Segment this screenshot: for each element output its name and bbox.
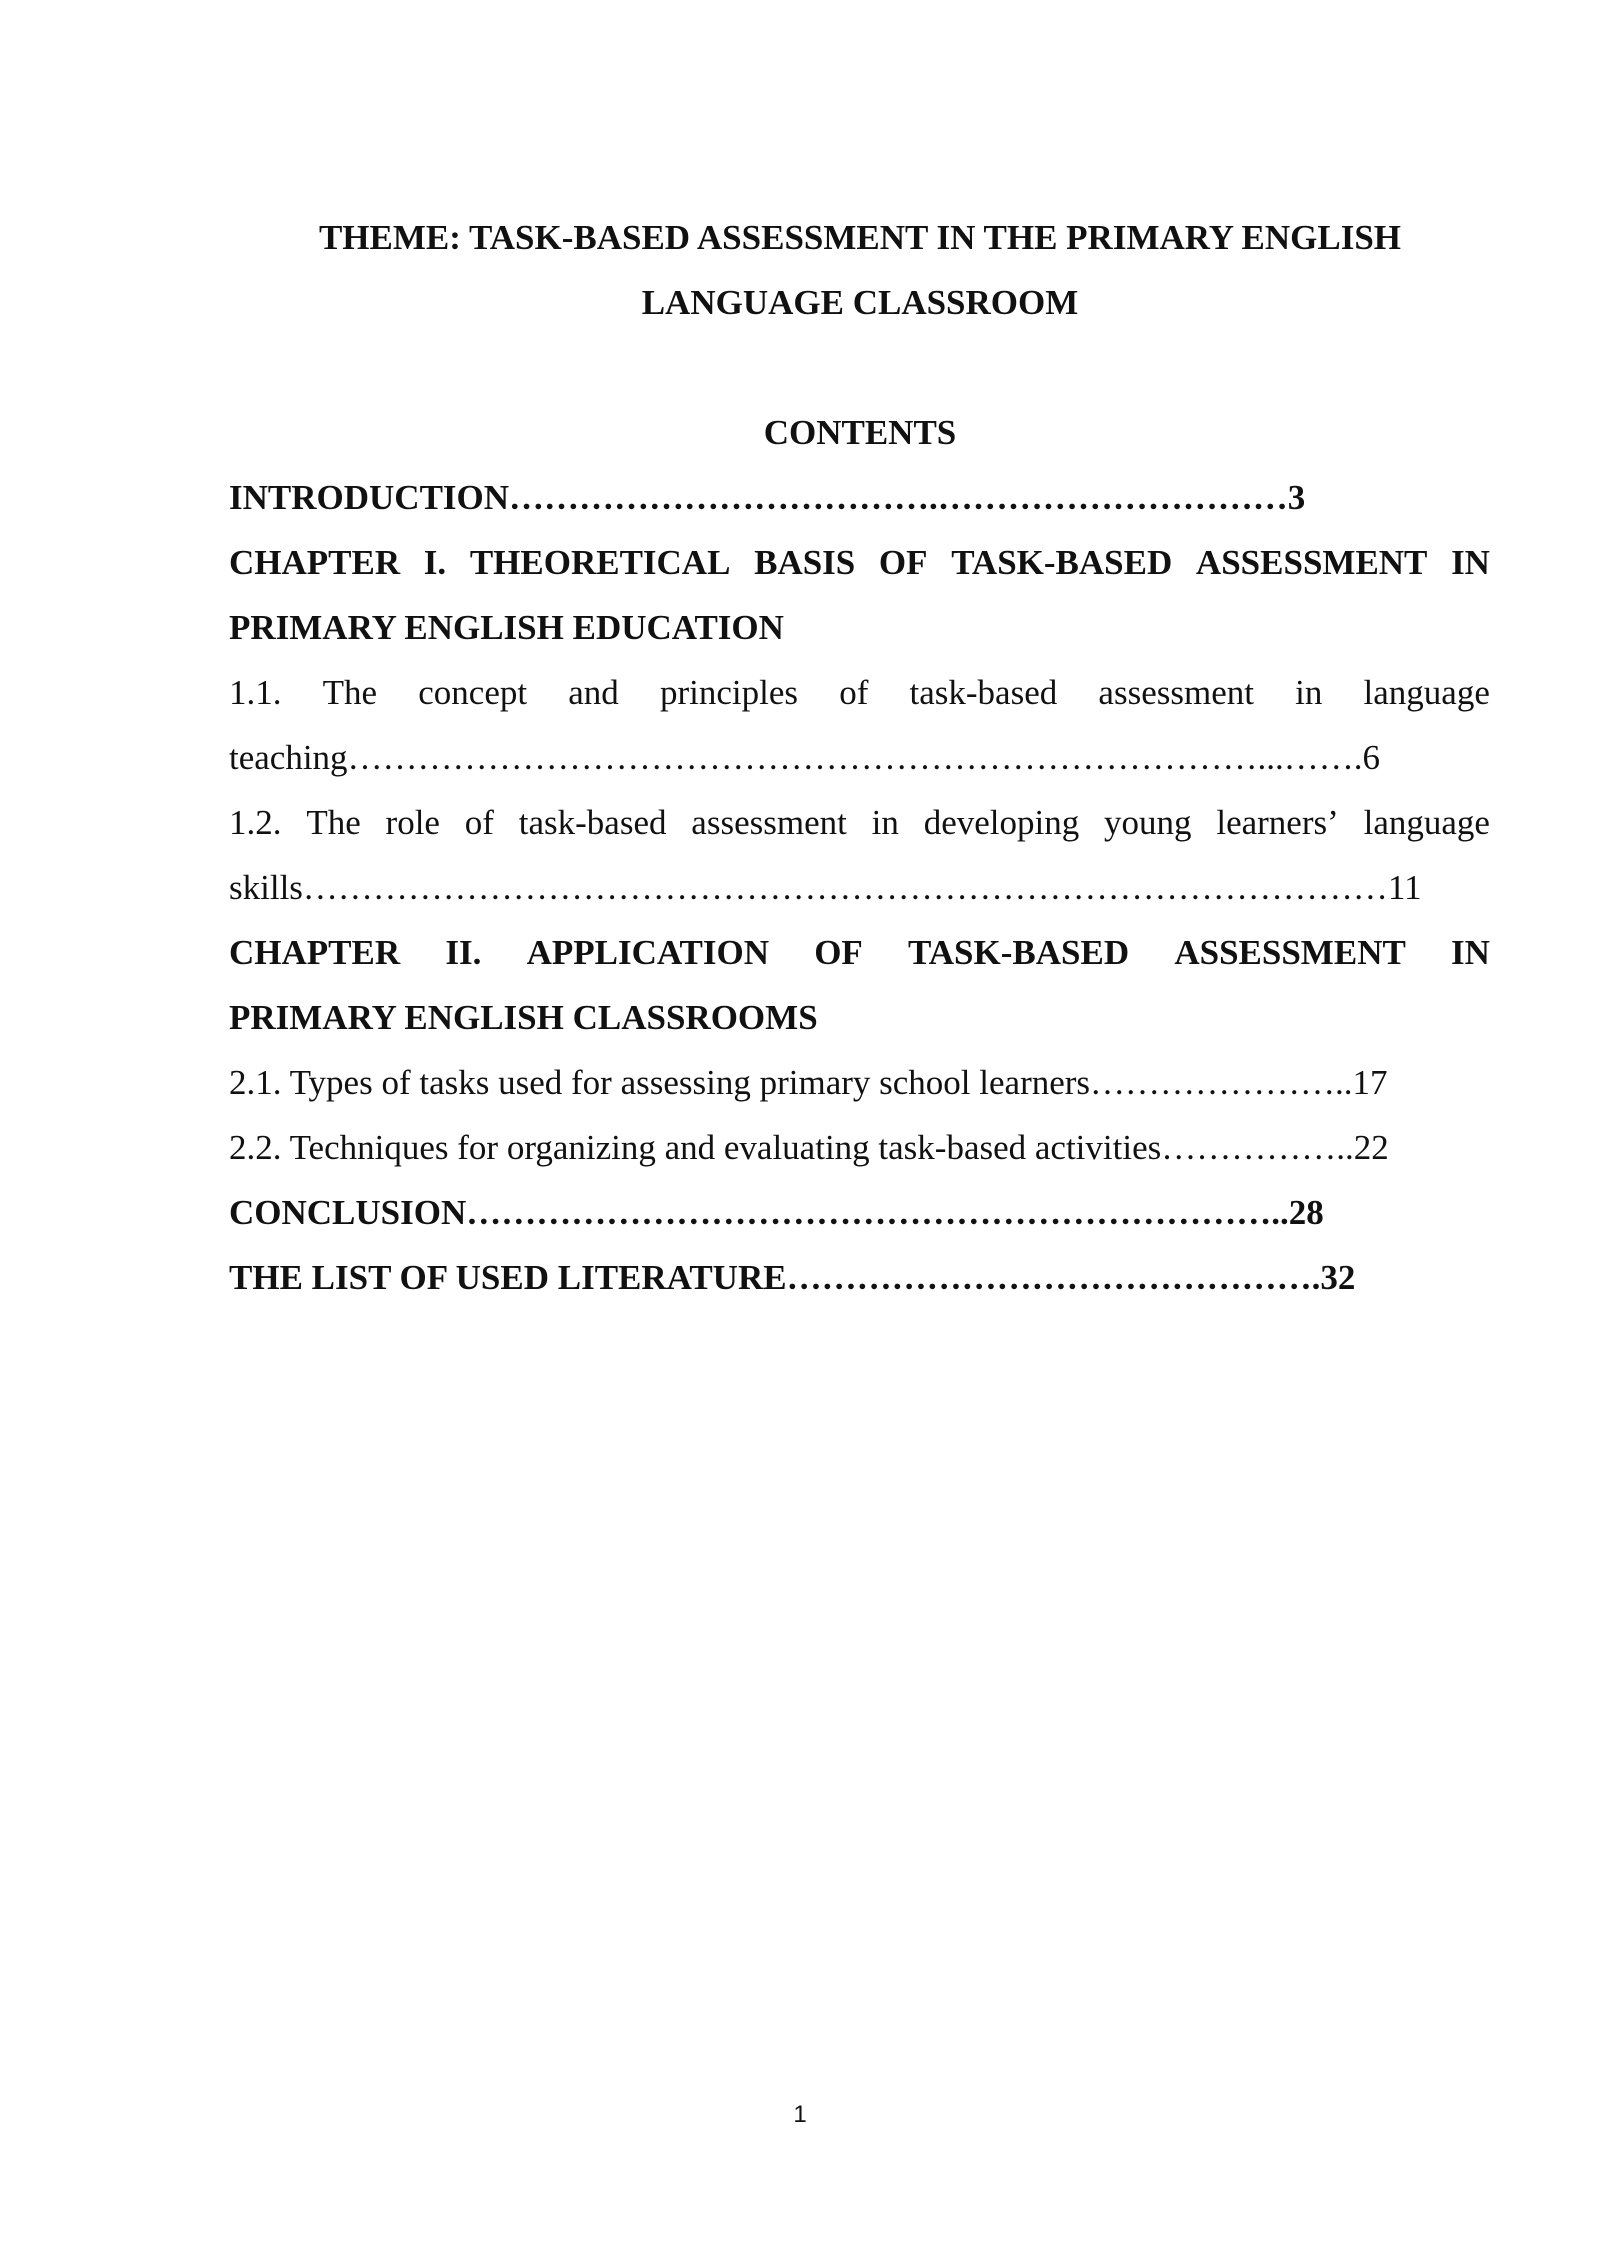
toc-word: ASSESSMENT <box>1174 933 1406 972</box>
toc-chapter-2-line-2: PRIMARY ENGLISH CLASSROOMS <box>229 998 818 1037</box>
toc-word: The <box>322 673 378 712</box>
toc-introduction: INTRODUCTION……………………………….…………………………3 <box>229 478 1306 517</box>
table-of-contents <box>229 465 1490 1310</box>
toc-item-1-2-line-2: skills…………………………………………………………………………………11 <box>229 868 1422 907</box>
toc-chapter-1-line-2: PRIMARY ENGLISH EDUCATION <box>229 608 784 647</box>
toc-word: learners’ <box>1216 803 1339 842</box>
title-line-1: THEME: TASK-BASED ASSESSMENT IN THE PRIMARY ENGLISH <box>318 218 1402 257</box>
toc-word: The <box>306 803 361 842</box>
toc-word: of <box>464 803 494 842</box>
toc-word: APPLICATION <box>526 933 769 972</box>
toc-item-1-2-line-1 <box>229 790 1490 855</box>
toc-literature: THE LIST OF USED LITERATURE……………………………………….32 <box>229 1258 1356 1297</box>
toc-word: of <box>839 673 869 712</box>
toc-chapter-1-line-1 <box>229 530 1490 595</box>
toc-word: IN <box>1451 933 1490 972</box>
toc-word: CHAPTER <box>229 933 401 972</box>
toc-word: OF <box>814 933 863 972</box>
toc-word: IN <box>1451 543 1490 582</box>
contents-heading: CONTENTS <box>763 413 957 452</box>
toc-word: developing <box>923 803 1080 842</box>
toc-word: and <box>568 673 619 712</box>
toc-item-1-1-line-1 <box>229 660 1490 725</box>
toc-word: language <box>1363 803 1490 842</box>
toc-item-2-2: 2.2. Techniques for organizing and evaluating task-based activities……………..22 <box>229 1128 1389 1167</box>
toc-word: in <box>1295 673 1323 712</box>
toc-word: TASK-BASED <box>951 543 1173 582</box>
toc-word: young <box>1104 803 1192 842</box>
toc-word: OF <box>878 543 928 582</box>
toc-word: role <box>385 803 440 842</box>
toc-item-2-1: 2.1. Types of tasks used for assessing primary school learners…………………..17 <box>229 1063 1388 1102</box>
toc-word: 1.2. <box>229 803 282 842</box>
toc-word: concept <box>418 673 528 712</box>
toc-word: 1.1. <box>229 673 282 712</box>
toc-word: I. <box>423 543 447 582</box>
toc-word: in <box>871 803 899 842</box>
toc-word: TASK-BASED <box>908 933 1130 972</box>
toc-conclusion: CONCLUSION……………………………………………………………..28 <box>229 1193 1324 1232</box>
page-number: 1 <box>793 2101 807 2128</box>
toc-word: assessment <box>691 803 847 842</box>
toc-word: principles <box>659 673 799 712</box>
toc-word: II. <box>445 933 482 972</box>
toc-word: CHAPTER <box>229 543 401 582</box>
toc-chapter-2-line-1 <box>229 920 1490 985</box>
title-line-2: LANGUAGE CLASSROOM <box>641 283 1079 322</box>
toc-word: task-based <box>518 803 667 842</box>
toc-word: assessment <box>1098 673 1254 712</box>
toc-item-1-1-line-2: teaching……………………………………………………………………...…….6 <box>229 738 1381 777</box>
toc-word: THEORETICAL <box>469 543 731 582</box>
toc-word: BASIS <box>754 543 856 582</box>
toc-word: language <box>1363 673 1490 712</box>
toc-word: task-based <box>909 673 1058 712</box>
document-title <box>230 205 1490 335</box>
toc-word: ASSESSMENT <box>1195 543 1428 582</box>
